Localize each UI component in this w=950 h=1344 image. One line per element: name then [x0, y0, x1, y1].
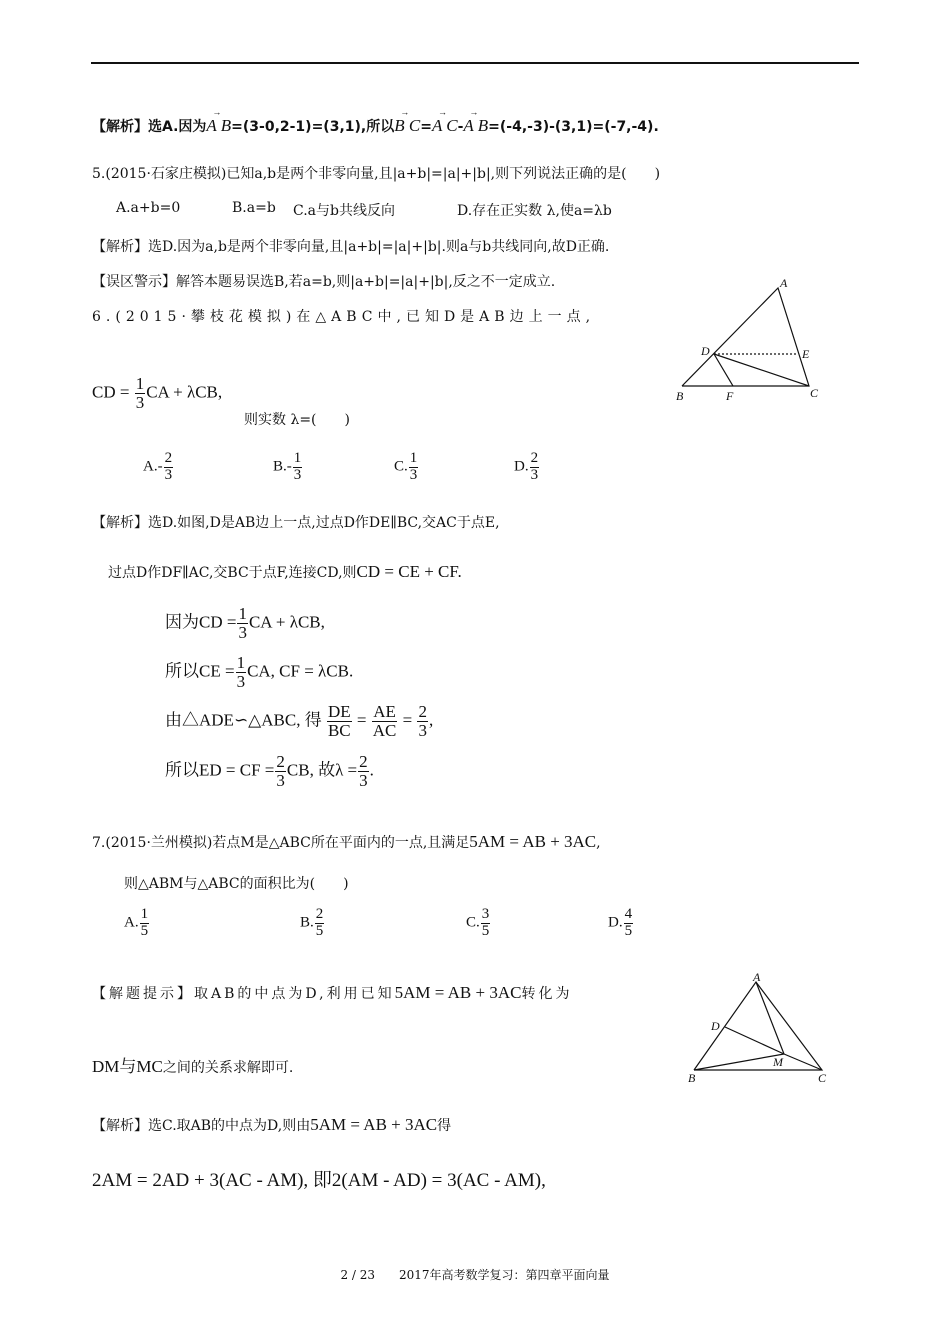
q6-solution-line2: 过点D作DF∥AC,交BC于点F,连接CD,则CD = CE + CF. — [108, 562, 462, 581]
q5-option-c: C.a与b共线反向 — [293, 203, 395, 219]
analysis-text: A.因为 — [162, 119, 207, 135]
label-c: C — [810, 386, 819, 400]
question-5: 5.(2015·石家庄模拟)已知a,b是两个非零向量,且|a+b|=|a|+|b|,则下列说法正确的是( ) — [92, 166, 661, 182]
cd-ce-cf-equation: CD = CE + CF. — [356, 562, 462, 581]
calc-text: =(3-0,2-1)=(3,1),所以 — [231, 119, 395, 135]
q6-step-similar: 由△ADE∽△ABC, 得 $\frac{DE}{BC}$ = $\frac{AE}{AC}$ = $\frac{2}{3}$ , — [165, 702, 434, 740]
q5-solution: 【解析】选D.因为a,b是两个非零向量,且|a+b|=|a|+|b|.则a与b共线同向,故D正确. — [92, 239, 610, 255]
page-footer: 2 / 23 2017年高考数学复习：第四章平面向量 — [340, 1268, 610, 1282]
label-m: M — [773, 1055, 783, 1069]
analysis-label: 【解析】选 — [92, 119, 162, 135]
label-e: E — [802, 347, 810, 361]
fraction-one-third: $\frac{1}{3}$ — [135, 374, 145, 412]
vector-ab: → A B — [206, 107, 232, 135]
q5-warning: 【误区警示】解答本题易误选B,若a=b,则|a+b|=|a|+|b|,反之不一定成立. — [92, 274, 556, 290]
vector-bc: → B C — [394, 107, 421, 135]
label-b: B — [688, 1071, 696, 1085]
q7-hint-line2: DM与MC之间的关系求解即可. — [92, 1057, 294, 1076]
q7-option-a: A. $\frac{1}{5}$ — [124, 906, 149, 939]
q6-step-therefore: 所以CE = $\frac{1}{3}$ CA, CF = λCB. — [165, 653, 354, 691]
vector-ab-2: → A B — [463, 107, 489, 135]
question-7: 7.(2015·兰州模拟)若点M是△ABC所在平面内的一点,且满足5AM = AB + 3AC, — [92, 832, 601, 851]
label-a: A — [780, 276, 788, 290]
hint-equation: 5AM = AB + 3AC — [394, 983, 522, 1002]
q5-option-b: B.a=b — [232, 200, 276, 216]
segment-df — [714, 354, 733, 386]
q6-solution-line1: 【解析】选D.如图,D是AB边上一点,过点D作DE∥BC,交AC于点E, — [92, 515, 500, 531]
equals: = — [420, 119, 432, 135]
calc-result: =(-4,-3)-(3,1)=(-7,-4). — [488, 119, 659, 135]
question-6: 6.(2015·攀枝花模拟)在△ABC中,已知D是AB边上一点, — [92, 309, 596, 325]
q7-derivation: 2AM = 2AD + 3(AC - AM), 即2(AM - AD) = 3(AC - AM), — [92, 1170, 546, 1191]
minus: - — [457, 119, 464, 135]
q7-question: 则△ABM与△ABC的面积比为( ) — [124, 876, 349, 892]
q6-question: 则实数 λ=( ) — [244, 412, 350, 428]
q7-option-d: D. $\frac{4}{5}$ — [608, 906, 633, 939]
q7-option-c: C. $\frac{3}{5}$ — [466, 906, 490, 939]
q6-step-conclusion: 所以ED = CF = $\frac{2}{3}$ CB, 故λ = $\frac{2}{3}$ . — [165, 752, 374, 790]
top-rule — [91, 62, 859, 64]
solution-equation: 5AM = AB + 3AC — [310, 1115, 438, 1134]
segment-dc — [714, 354, 809, 386]
analysis-line-q4 — [92, 107, 659, 136]
condition-rest: CA + λCB, — [146, 382, 223, 402]
cd-vector: CD = — [92, 382, 130, 402]
q7-option-b: B. $\frac{2}{5}$ — [300, 906, 324, 939]
label-d: D — [701, 344, 710, 358]
triangle-abc — [682, 288, 809, 386]
label-d: D — [711, 1019, 720, 1033]
q6-option-c: C. $\frac{1}{3}$ — [394, 450, 418, 483]
label-a: A — [753, 970, 761, 984]
triangle-figure-q6 — [672, 276, 832, 406]
segment-bm — [694, 1054, 784, 1070]
q7-hint: 【解题提示】取AB的中点为D,利用已知5AM = AB + 3AC转化为 — [92, 983, 573, 1002]
label-b: B — [676, 389, 684, 403]
label-f: F — [726, 389, 734, 403]
q6-option-d: D. $\frac{2}{3}$ — [514, 450, 539, 483]
vector-ac: → A C — [431, 107, 458, 135]
q5-option-a: A.a+b=0 — [116, 200, 181, 216]
q7-solution: 【解析】选C.取AB的中点为D,则由5AM = AB + 3AC得 — [92, 1115, 452, 1134]
q6-step-because: 因为CD = $\frac{1}{3}$ CA + λCB, — [165, 604, 325, 642]
triangle-figure-q7 — [684, 970, 834, 1088]
q6-option-a: A.- $\frac{2}{3}$ — [143, 450, 173, 483]
label-c: C — [818, 1071, 827, 1085]
q6-option-b: B.- $\frac{1}{3}$ — [273, 450, 302, 483]
q7-condition: 5AM = AB + 3AC — [469, 832, 597, 851]
q6-condition — [92, 375, 222, 412]
q5-option-d: D.存在正实数 λ,使a=λb — [457, 203, 612, 219]
